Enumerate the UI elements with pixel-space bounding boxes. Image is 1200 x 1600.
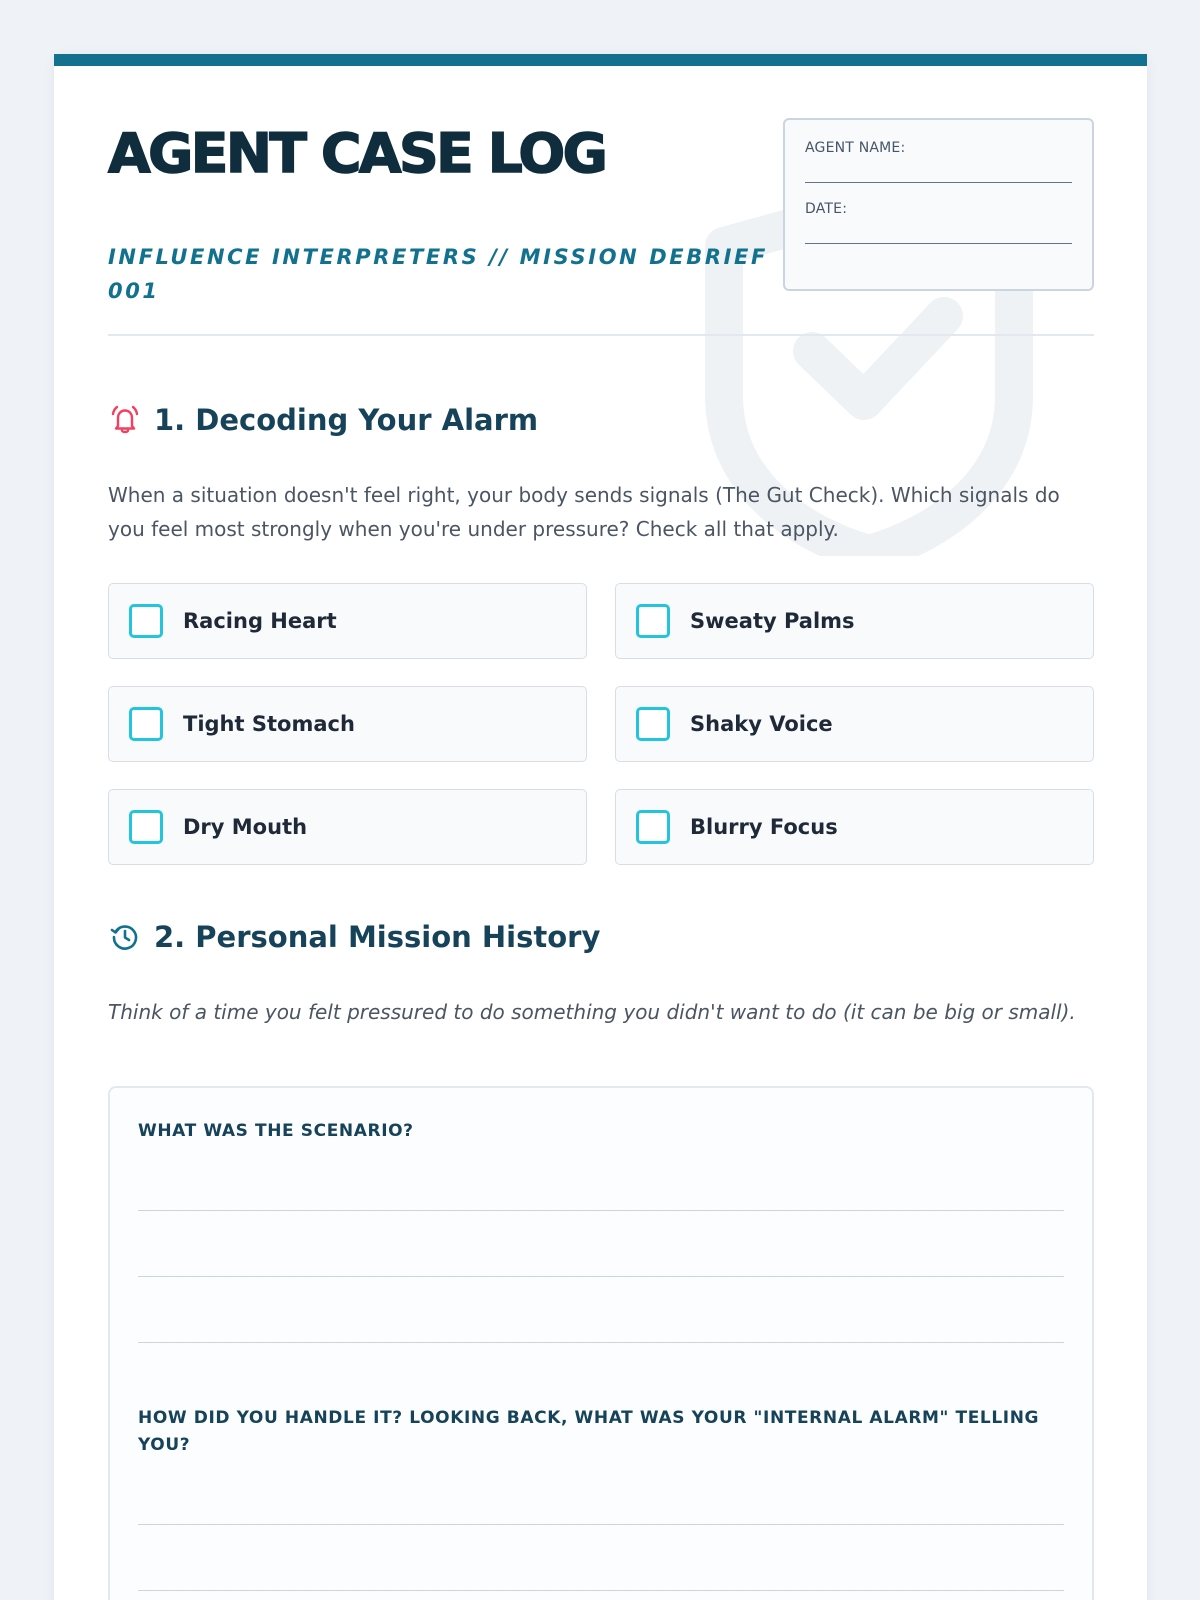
checkbox-option-shaky-voice[interactable] bbox=[615, 686, 1094, 762]
checkbox-option-racing-heart[interactable] bbox=[108, 583, 587, 659]
checkbox-label: Dry Mouth bbox=[183, 815, 308, 839]
signal-checklist bbox=[108, 583, 1094, 865]
checkbox-label: Blurry Focus bbox=[690, 815, 838, 839]
checkbox[interactable] bbox=[129, 707, 163, 741]
checkbox-option-tight-stomach[interactable] bbox=[108, 686, 587, 762]
answer-line[interactable] bbox=[138, 1525, 1064, 1591]
checkbox-label: Shaky Voice bbox=[690, 712, 833, 736]
page-subtitle: INFLUENCE INTERPRETERS // MISSION DEBRIEF 001 bbox=[108, 245, 768, 303]
bell-ringing-icon bbox=[108, 403, 142, 437]
header-divider bbox=[108, 334, 1094, 336]
checkbox-label: Sweaty Palms bbox=[690, 609, 855, 633]
date-line[interactable] bbox=[805, 243, 1072, 244]
checkbox[interactable] bbox=[129, 604, 163, 638]
date-field[interactable] bbox=[805, 201, 1072, 244]
scenario-answer-lines[interactable] bbox=[138, 1145, 1064, 1343]
handling-answer-lines[interactable] bbox=[138, 1459, 1064, 1591]
checkbox[interactable] bbox=[636, 604, 670, 638]
answer-line[interactable] bbox=[138, 1459, 1064, 1525]
page-title: AGENT CASE LOG bbox=[108, 122, 606, 185]
checkbox-option-blurry-focus[interactable] bbox=[615, 789, 1094, 865]
checkbox[interactable] bbox=[636, 810, 670, 844]
checkbox-option-dry-mouth[interactable] bbox=[108, 789, 587, 865]
section-1-heading: 1. Decoding Your Alarm bbox=[154, 403, 539, 437]
date-label: DATE: bbox=[805, 201, 848, 217]
answer-line[interactable] bbox=[138, 1211, 1064, 1277]
checkbox-option-sweaty-palms[interactable] bbox=[615, 583, 1094, 659]
answer-line[interactable] bbox=[138, 1145, 1064, 1211]
checkbox-label: Racing Heart bbox=[183, 609, 337, 633]
agent-name-field[interactable] bbox=[805, 140, 1072, 183]
section-1-title bbox=[108, 403, 538, 437]
answer-line[interactable] bbox=[138, 1277, 1064, 1343]
section-1-intro: When a situation doesn't feel right, your body sends signals (The Gut Check). Which signals do you feel most strongly when you're under pressure? Check all that apply. bbox=[108, 483, 1060, 541]
question-scenario-label: WHAT WAS THE SCENARIO? bbox=[138, 1121, 414, 1141]
question-handling-label: HOW DID YOU HANDLE IT? LOOKING BACK, WHAT WAS YOUR "INTERNAL ALARM" TELLING YOU? bbox=[138, 1408, 1040, 1455]
checkbox-label: Tight Stomach bbox=[183, 712, 355, 736]
section-2-intro: Think of a time you felt pressured to do something you didn't want to do (it can be big or small). bbox=[108, 1000, 1076, 1024]
checkbox[interactable] bbox=[129, 810, 163, 844]
section-2-title bbox=[108, 920, 600, 954]
checkbox[interactable] bbox=[636, 707, 670, 741]
section-2-heading: 2. Personal Mission History bbox=[154, 920, 601, 954]
worksheet-page bbox=[54, 54, 1147, 1600]
agent-name-label: AGENT NAME: bbox=[805, 140, 906, 156]
agent-info-box bbox=[783, 118, 1094, 291]
agent-name-line[interactable] bbox=[805, 182, 1072, 183]
mission-history-box bbox=[108, 1086, 1094, 1600]
header bbox=[108, 118, 1093, 338]
history-clock-icon bbox=[108, 920, 142, 954]
